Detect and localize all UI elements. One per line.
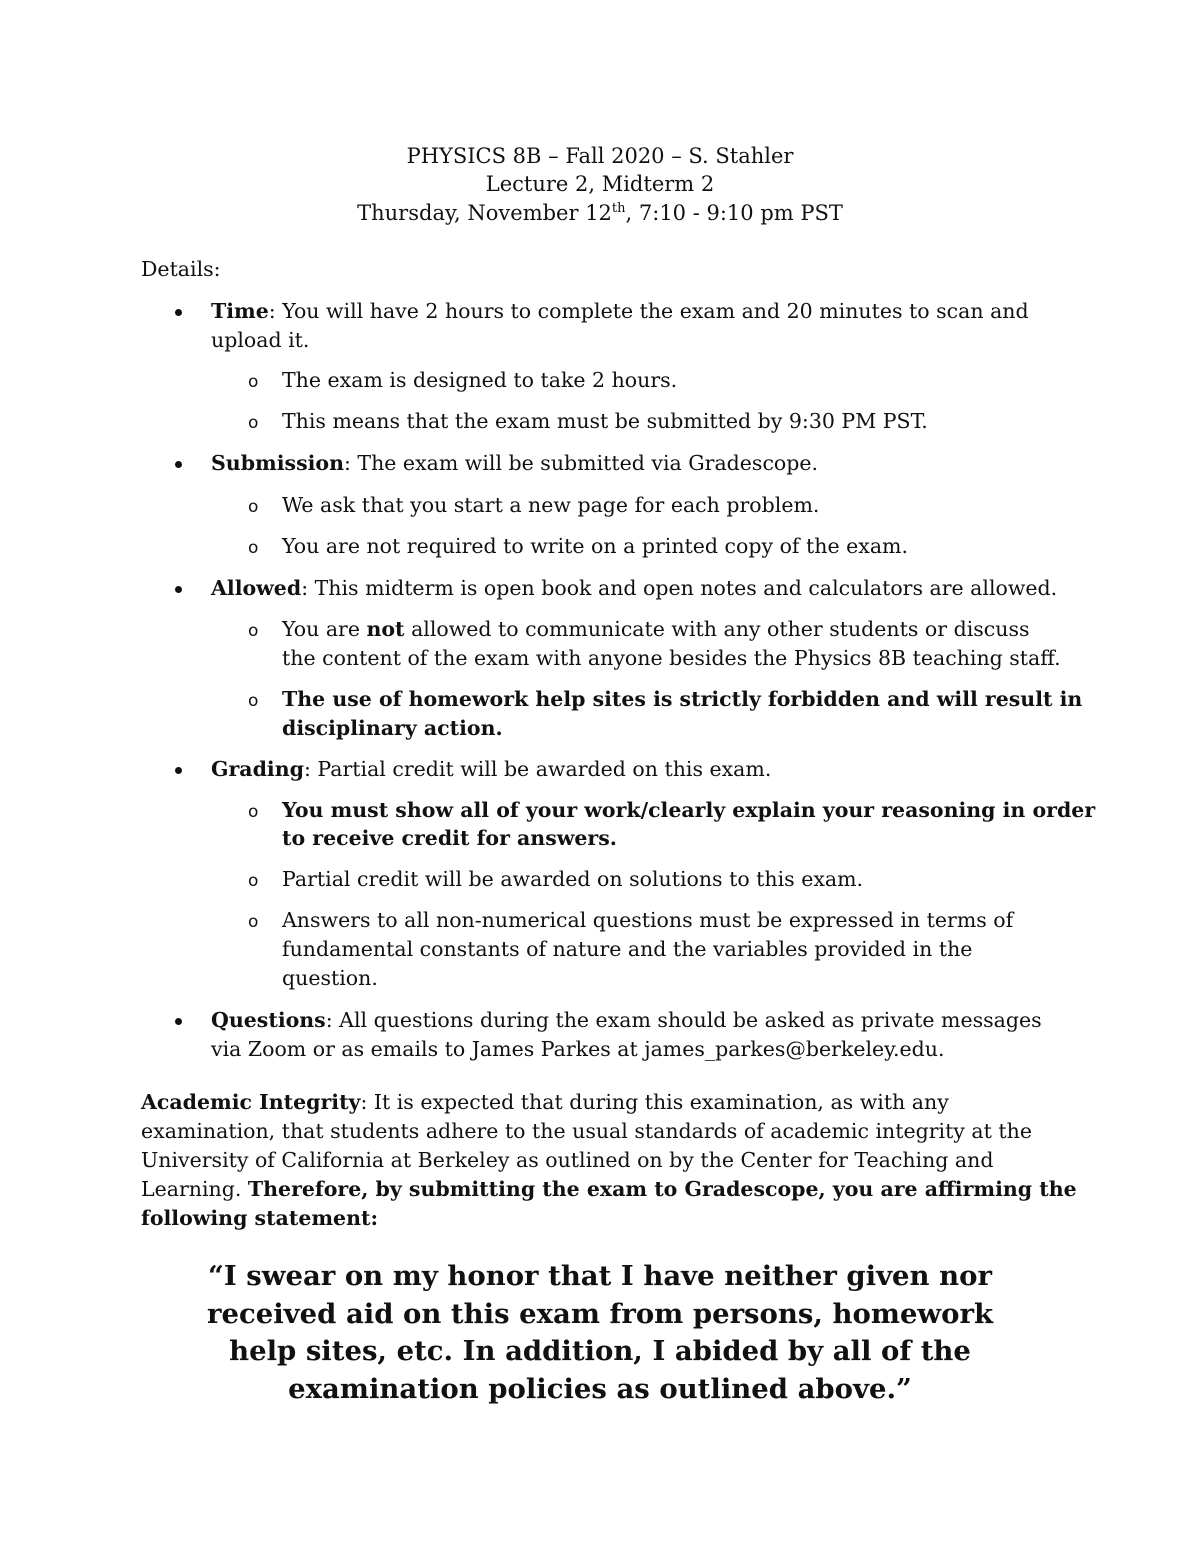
circle-bullet-icon: o bbox=[248, 621, 259, 641]
grading-sub-1-continued: to receive credit for answers. bbox=[282, 826, 617, 850]
bullet-icon bbox=[175, 586, 182, 593]
allowed-sub-2-continued: disciplinary action. bbox=[282, 716, 503, 740]
circle-bullet-icon: o bbox=[248, 912, 259, 932]
grading-sub-2: Partial credit will be awarded on solutions to this exam. bbox=[282, 867, 864, 891]
integrity-paragraph: Academic Integrity: It is expected that during this examination, as with any bbox=[141, 1090, 949, 1114]
allowed-sub-2: The use of homework help sites is strictly forbidden and will result in bbox=[282, 687, 1083, 711]
circle-bullet-icon: o bbox=[248, 497, 259, 517]
allowed-sub-1-continued: the content of the exam with anyone besides the Physics 8B teaching staff. bbox=[282, 646, 1061, 670]
exam-datetime: Thursday, November 12th, 7:10 - 9:10 pm PST bbox=[357, 201, 843, 225]
bullet-icon bbox=[175, 1018, 182, 1025]
time-sub-1: The exam is designed to take 2 hours. bbox=[282, 368, 678, 392]
grading-item: Grading: Partial credit will be awarded on this exam. bbox=[211, 757, 772, 781]
honor-oath-line-2: received aid on this exam from persons, homework bbox=[207, 1298, 993, 1330]
circle-bullet-icon: o bbox=[248, 871, 259, 891]
honor-oath-line-4: examination policies as outlined above.” bbox=[288, 1373, 912, 1405]
submission-item: Submission: The exam will be submitted via Gradescope. bbox=[211, 451, 819, 475]
details-heading: Details: bbox=[141, 257, 221, 281]
circle-bullet-icon: o bbox=[248, 372, 259, 392]
grading-sub-1: You must show all of your work/clearly explain your reasoning in order bbox=[282, 798, 1096, 822]
grading-sub-3-line-2: fundamental constants of nature and the variables provided in the bbox=[282, 937, 973, 961]
circle-bullet-icon: o bbox=[248, 538, 259, 558]
allowed-item: Allowed: This midterm is open book and open notes and calculators are allowed. bbox=[211, 576, 1058, 600]
questions-item-continued: via Zoom or as emails to James Parkes at james_parkes@berkeley.edu. bbox=[211, 1037, 945, 1061]
time-item: Time: You will have 2 hours to complete the exam and 20 minutes to scan and bbox=[211, 299, 1029, 323]
honor-oath-line-1: “I swear on my honor that I have neither given nor bbox=[208, 1260, 992, 1292]
bullet-icon bbox=[175, 767, 182, 774]
integrity-line-4: Learning. Therefore, by submitting the exam to Gradescope, you are affirming the bbox=[141, 1177, 1077, 1201]
allowed-sub-1: You are not allowed to communicate with any other students or discuss bbox=[282, 617, 1030, 641]
integrity-line-3: University of California at Berkeley as outlined on by the Center for Teaching and bbox=[141, 1148, 994, 1172]
course-title: PHYSICS 8B – Fall 2020 – S. Stahler bbox=[406, 144, 794, 168]
submission-sub-1: We ask that you start a new page for each problem. bbox=[282, 493, 820, 517]
grading-sub-3-line-3: question. bbox=[282, 966, 378, 990]
honor-oath-line-3: help sites, etc. In addition, I abided by all of the bbox=[229, 1335, 971, 1367]
integrity-line-5: following statement: bbox=[141, 1206, 379, 1230]
integrity-line-2: examination, that students adhere to the usual standards of academic integrity at the bbox=[141, 1119, 1032, 1143]
circle-bullet-icon: o bbox=[248, 802, 259, 822]
time-item-continued: upload it. bbox=[211, 328, 310, 352]
grading-sub-3: Answers to all non-numerical questions must be expressed in terms of bbox=[282, 908, 1014, 932]
time-sub-2: This means that the exam must be submitted by 9:30 PM PST. bbox=[282, 409, 928, 433]
bullet-icon bbox=[175, 309, 182, 316]
circle-bullet-icon: o bbox=[248, 413, 259, 433]
submission-sub-2: You are not required to write on a printed copy of the exam. bbox=[282, 534, 908, 558]
lecture-title: Lecture 2, Midterm 2 bbox=[485, 172, 715, 196]
bullet-icon bbox=[175, 461, 182, 468]
circle-bullet-icon: o bbox=[248, 691, 259, 711]
questions-item: Questions: All questions during the exam should be asked as private messages bbox=[211, 1008, 1042, 1032]
